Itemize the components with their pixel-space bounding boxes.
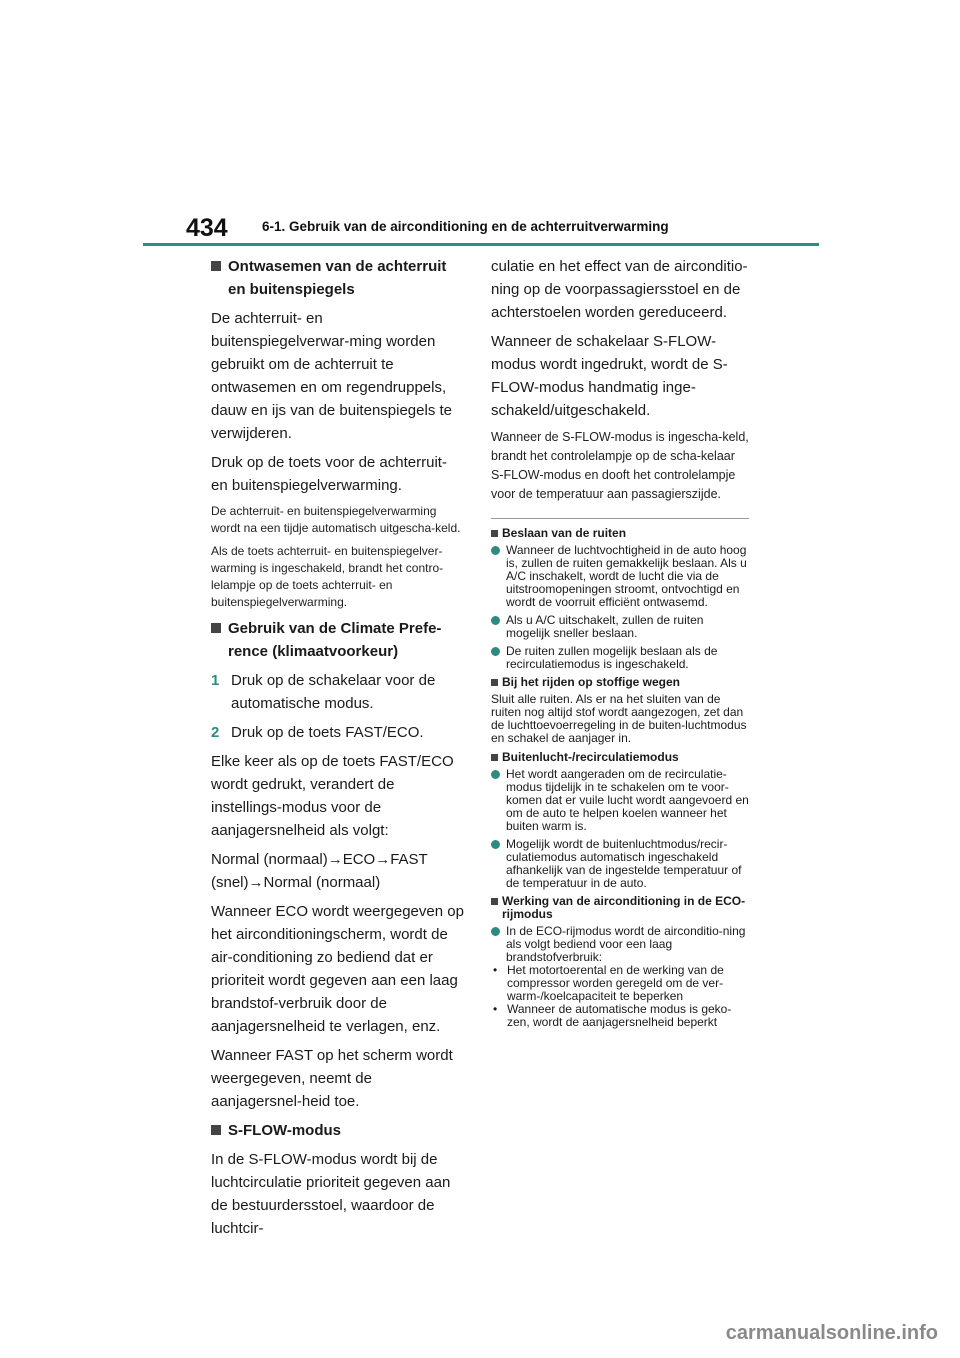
- list-item: [491, 925, 749, 964]
- note: De achterruit- en buitenspiegelverwarming wordt na een tijdje automatisch uitgescha-keld.: [211, 504, 461, 535]
- sub-list-item: [491, 1003, 749, 1029]
- paragraph: Sluit alle ruiten. Als er na het sluiten van de ruiten nog altijd stof wordt aangezogen, zet dan de luchttoevoerregeling in de buiten-luchtmodus en schakel de aanjager in.: [491, 692, 747, 745]
- circle-bullet-icon: [491, 546, 500, 555]
- paragraph: culatie en het effect van de airconditio-ning op de voorpassagiersstoel en de achterstoelen worden gereduceerd.: [491, 258, 748, 321]
- square-bullet-icon: [211, 1125, 221, 1135]
- circle-bullet-icon: [491, 927, 500, 936]
- header-rule: [143, 243, 819, 246]
- mode-sequence: Normal (normaal)→ECO→FAST (snel)→Normal (normaal): [211, 851, 428, 891]
- watermark: carmanualsonline.info: [725, 1322, 938, 1344]
- divider: [491, 518, 749, 519]
- page-number: 434: [186, 214, 228, 242]
- heading-dusty-roads: [491, 676, 749, 689]
- square-bullet-icon: [491, 679, 498, 686]
- step-number: 1: [211, 672, 220, 689]
- heading-text: Beslaan van de ruiten: [502, 526, 627, 540]
- square-bullet-icon: [491, 754, 498, 761]
- list-item-text: Mogelijk wordt de buitenluchtmodus/recir-culatiemodus automatisch ingeschakeld afhankelijk van de ingestelde temperatuur of de temperatuur in de auto.: [506, 837, 742, 890]
- heading-text: Werking van de airconditioning in de ECO-rijmodus: [502, 894, 746, 921]
- list-item: [491, 838, 749, 890]
- paragraph: De achterruit- en buitenspiegelverwar-ming worden gebruikt om de achterruit te ontwasemen en om regendruppels, dauw en ijs van de buitenspiegels te verwijderen.: [211, 310, 452, 442]
- list-item-text: Wanneer de luchtvochtigheid in de auto hoog is, zullen de ruiten gemakkelijk beslaan. Als u A/C inschakelt, wordt de lucht die via de uitstroomopeningen stroomt, ontvochtigd en wordt de voorruit efficiënt ontwasemd.: [506, 543, 747, 609]
- note: Als de toets achterruit- en buitenspiegelver-warming is ingeschakeld, brandt het contro-lelampje op de toets achterruit- en buitenspiegelverwarming.: [211, 544, 444, 609]
- heading-climate-preference: [211, 617, 465, 663]
- heading-defog-rear: [211, 255, 465, 301]
- heading-text: Ontwasemen van de achterruit en buitenspiegels: [228, 258, 447, 298]
- list-item: [491, 614, 749, 640]
- note: Wanneer de S-FLOW-modus is ingescha-keld, brandt het controlelampje op de scha-kelaar S-FLOW-modus en dooft het controlelampje voor de temperatuur aan passagierszijde.: [491, 430, 749, 501]
- paragraph: Druk op de toets voor de achterruit- en buitenspiegelverwarming.: [211, 454, 447, 494]
- paragraph: Elke keer als op de toets FAST/ECO wordt gedrukt, verandert de instellings-modus voor de aanjagersnelheid als volgt:: [211, 753, 454, 839]
- paragraph: Wanneer de schakelaar S-FLOW-modus wordt ingedrukt, wordt de S-FLOW-modus handmatig inge-schakeld/uitgeschakeld.: [491, 333, 728, 419]
- step-text: Druk op de schakelaar voor de automatische modus.: [231, 672, 436, 712]
- list-item: [491, 768, 749, 833]
- dot-bullet-icon: •: [493, 1002, 498, 1016]
- square-bullet-icon: [211, 623, 221, 633]
- heading-text: Buitenlucht-/recirculatiemodus: [502, 750, 679, 764]
- square-bullet-icon: [491, 530, 498, 537]
- list-item-text: Als u A/C uitschakelt, zullen de ruiten mogelijk sneller beslaan.: [506, 613, 704, 640]
- step-item: [211, 721, 465, 744]
- list-item-text: De ruiten zullen mogelijk beslaan als de recirculatiemodus is ingeschakeld.: [506, 644, 718, 671]
- left-column: [211, 255, 465, 1246]
- paragraph: Wanneer ECO wordt weergegeven op het airconditioningscherm, wordt de air-conditioning zo bediend dat er prioriteit wordt gegeven aan een laag brandstof-verbruik door de aanjagersnelheid te verlagen, enz.: [211, 903, 464, 1035]
- sub-list-item-text: Het motortoerental en de werking van de compressor worden geregeld om de ver-warm-/koelcapaciteit te beperken: [507, 963, 724, 1003]
- heading-s-flow: [211, 1119, 465, 1142]
- heading-text: S-FLOW-modus: [228, 1122, 342, 1139]
- paragraph: In de S-FLOW-modus wordt bij de luchtcirculatie prioriteit gegeven aan de bestuurdersstoel, waardoor de luchtcir-: [211, 1151, 451, 1237]
- heading-text: Gebruik van de Climate Prefe-rence (klimaatvoorkeur): [228, 620, 442, 660]
- circle-bullet-icon: [491, 840, 500, 849]
- sub-list-item: [491, 964, 749, 1003]
- square-bullet-icon: [211, 261, 221, 271]
- circle-bullet-icon: [491, 647, 500, 656]
- step-text: Druk op de toets FAST/ECO.: [231, 724, 424, 741]
- right-column: [491, 255, 749, 1029]
- heading-fogging: [491, 527, 749, 540]
- square-bullet-icon: [491, 898, 498, 905]
- circle-bullet-icon: [491, 616, 500, 625]
- list-item-text: In de ECO-rijmodus wordt de airconditio-ning als volgt bediend voor een laag brandstofverbruik:: [506, 924, 746, 964]
- paragraph: Wanneer FAST op het scherm wordt weergegeven, neemt de aanjagersnel-heid toe.: [211, 1047, 453, 1110]
- heading-eco-mode: [491, 895, 749, 921]
- sub-list-item-text: Wanneer de automatische modus is geko-zen, wordt de aanjagersnelheid beperkt: [507, 1002, 732, 1029]
- step-item: [211, 669, 465, 715]
- list-item-text: Het wordt aangeraden om de recirculatie-modus tijdelijk in te schakelen om te voor-komen dat er vuile lucht wordt aangevoerd en om de auto te helpen koelen wanneer het buiten warm is.: [506, 767, 749, 833]
- list-item: [491, 645, 749, 671]
- section-title: 6-1. Gebruik van de airconditioning en de achterruitverwarming: [262, 219, 669, 234]
- heading-outside-air: [491, 751, 749, 764]
- dot-bullet-icon: •: [493, 963, 498, 977]
- circle-bullet-icon: [491, 770, 500, 779]
- step-number: 2: [211, 724, 220, 741]
- list-item: [491, 544, 749, 609]
- heading-text: Bij het rijden op stoffige wegen: [502, 675, 681, 689]
